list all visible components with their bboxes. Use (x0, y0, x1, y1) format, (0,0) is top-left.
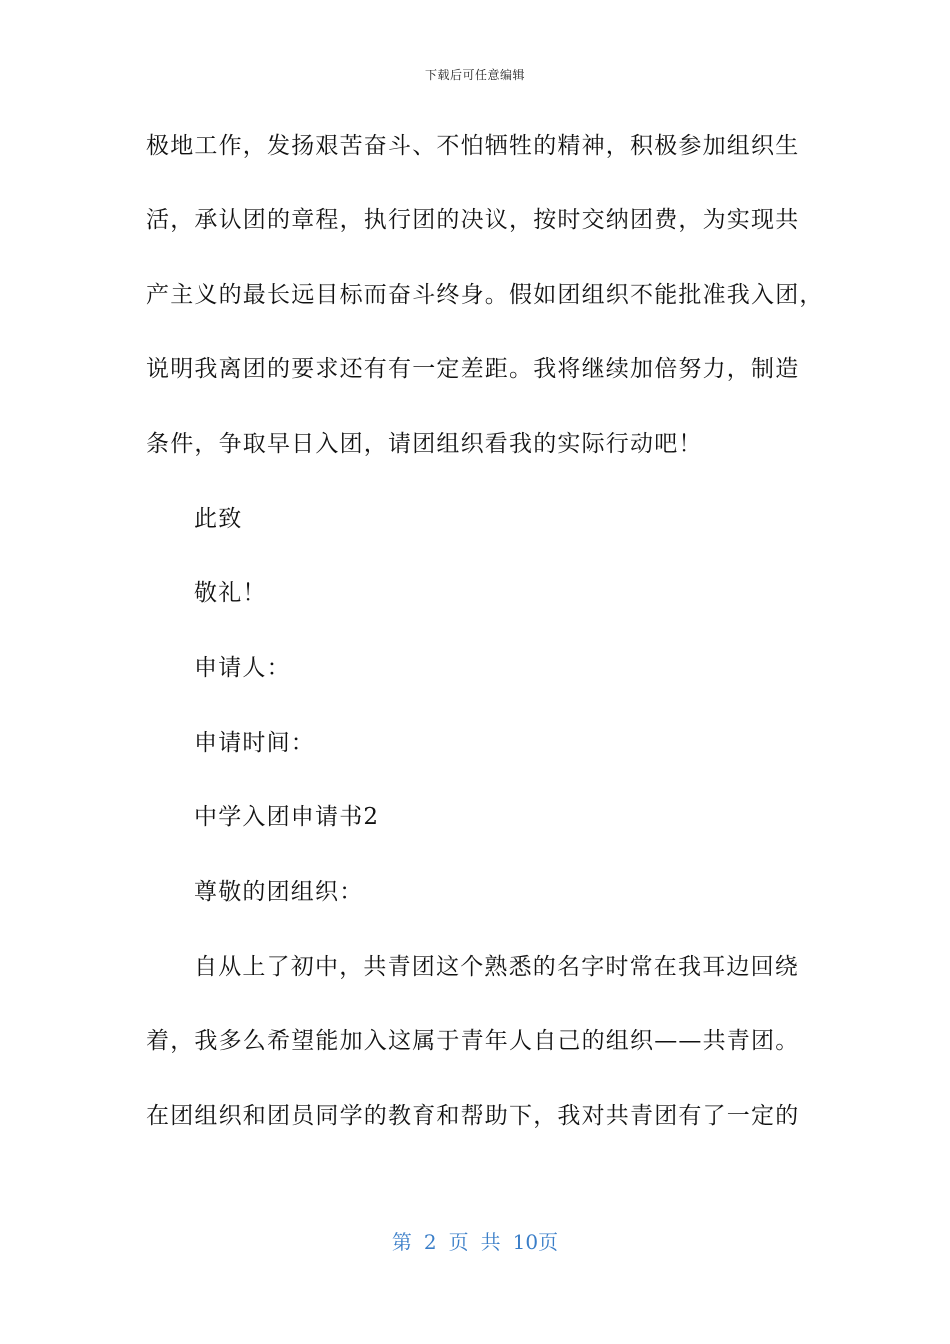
footer-page-number: 2 (423, 1230, 437, 1254)
paragraph-line: 说明我离团的要求还有有一定差距。我将继续加倍努力，制造 (146, 356, 800, 382)
page-header: 下载后可任意编辑 (424, 68, 525, 82)
page-footer (0, 1226, 950, 1255)
application-date-label: 申请时间： (194, 730, 315, 756)
footer-total-pages: 10页 (512, 1230, 559, 1254)
section-title: 中学入团申请书2 (194, 804, 380, 830)
paragraph-line: 产主义的最长远目标而奋斗终身。假如团组织不能批准我入团， (146, 282, 824, 308)
paragraph-line: 在团组织和团员同学的教育和帮助下，我对共青团有了一定的 (146, 1103, 800, 1129)
footer-label-gong: 共 (480, 1230, 501, 1254)
closing-salutation: 此致 (194, 506, 243, 532)
applicant-label: 申请人： (194, 655, 291, 681)
paragraph-line: 活，承认团的章程，执行团的决议，按时交纳团费，为实现共 (146, 207, 800, 233)
paragraph-line: 着，我多么希望能加入这属于青年人自己的组织——共青团。 (146, 1028, 800, 1054)
footer-label-di: 第 (391, 1230, 412, 1254)
greeting: 尊敬的团组织： (194, 879, 364, 905)
paragraph-line: 自从上了初中，共青团这个熟悉的名字时常在我耳边回绕 (194, 954, 799, 980)
paragraph-line: 极地工作，发扬艰苦奋斗、不怕牺牲的精神，积极参加组织生 (146, 133, 800, 159)
paragraph-line: 条件，争取早日入团，请团组织看我的实际行动吧！ (146, 431, 703, 457)
footer-label-ye: 页 (448, 1230, 469, 1254)
closing-regards: 敬礼！ (194, 580, 267, 606)
